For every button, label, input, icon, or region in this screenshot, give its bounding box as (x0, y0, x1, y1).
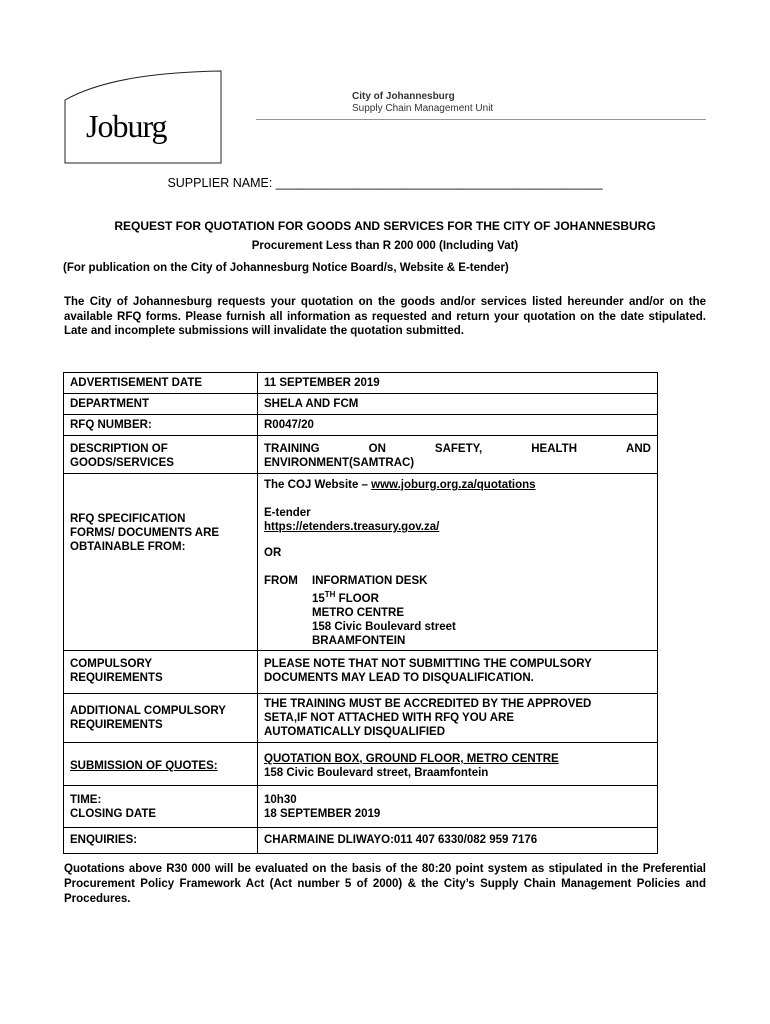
description-line (264, 442, 651, 456)
additional-label-line: REQUIREMENTS (70, 718, 163, 731)
compulsory-label-line: COMPULSORY (70, 657, 152, 670)
description-label-line: GOODS/SERVICES (70, 457, 174, 469)
desc-word: TRAINING (264, 443, 320, 455)
closing-value (258, 785, 658, 827)
table-row (64, 436, 658, 474)
closing-value-line: 18 SEPTEMBER 2019 (264, 807, 381, 820)
joburg-logo: Joburg (86, 108, 167, 144)
rfq-number-value: R0047/20 (258, 415, 658, 436)
address-line: INFORMATION DESK (312, 575, 428, 587)
publication-note: (For publication on the City of Johannesburg Notice Board/s, Website & E-tender) (63, 262, 509, 274)
coj-website-prefix: The COJ Website – (264, 479, 372, 491)
table-row (64, 827, 658, 853)
closing-label-line: TIME: (70, 793, 102, 806)
compulsory-label (64, 650, 258, 693)
table-row (64, 785, 658, 827)
compulsory-value-line: PLEASE NOTE THAT NOT SUBMITTING THE COMPULSORY (264, 657, 592, 670)
specification-value (258, 474, 658, 651)
compulsory-value (258, 650, 658, 693)
compulsory-label-line: REQUIREMENTS (70, 671, 163, 684)
from-address (264, 574, 651, 648)
additional-label (64, 693, 258, 742)
address-block (312, 574, 456, 648)
additional-value-line: SETA,IF NOT ATTACHED WITH RFQ YOU ARE (264, 711, 515, 724)
unit-name: Supply Chain Management Unit (352, 103, 494, 114)
advert-label: ADVERTISEMENT DATE (64, 373, 258, 394)
description-label (64, 436, 258, 474)
table-row (64, 650, 658, 693)
or-label: OR (264, 547, 282, 559)
desc-word: SAFETY, (434, 443, 483, 455)
floor-number: 15 (312, 592, 325, 605)
closing-value-line: 10h30 (264, 793, 297, 806)
advert-value: 11 SEPTEMBER 2019 (258, 373, 658, 394)
document-title: REQUEST FOR QUOTATION FOR GOODS AND SERVICES FOR THE CITY OF JOHANNESBURG (114, 219, 656, 233)
table-row (64, 394, 658, 415)
additional-value (258, 693, 658, 742)
supplier-name-line: SUPPLIER NAME: _______________________________________________ (167, 176, 603, 190)
address-line: BRAAMFONTEIN (312, 634, 406, 647)
submission-label (64, 742, 258, 785)
evaluation-note: Quotations above R30 000 will be evaluated on the basis of the 80:20 point system as stipulated in the Preferential Procurement Policy Framework Act (Act number 5 of 2000) & the City’s Supply Chain Management Policies and Procedures. (64, 863, 706, 905)
from-label: FROM (264, 575, 298, 587)
address-line: 158 Civic Boulevard street (312, 620, 456, 633)
submission-label-text: SUBMISSION OF QUOTES: (70, 759, 218, 772)
floor-label: FLOOR (335, 592, 379, 605)
spec-label-line: OBTAINABLE FROM: (70, 541, 186, 553)
etender-link[interactable]: https://etenders.treasury.gov.za/ (264, 521, 440, 533)
enquiries-label: ENQUIRIES: (64, 827, 258, 853)
submission-value-line: QUOTATION BOX, GROUND FLOOR, METRO CENTRE (264, 752, 559, 765)
desc-word: ON (368, 443, 386, 455)
spec-label-line: FORMS/ DOCUMENTS ARE (70, 527, 220, 539)
coj-website-line (264, 478, 651, 492)
description-line: ENVIRONMENT(SAMTRAC) (264, 457, 415, 469)
rfq-details-table (63, 372, 658, 854)
rfq-number-label: RFQ NUMBER: (64, 415, 258, 436)
table-row (64, 415, 658, 436)
address-line: METRO CENTRE (312, 606, 404, 619)
desc-word: HEALTH (531, 443, 578, 455)
table-row (64, 742, 658, 785)
header-divider (256, 119, 706, 120)
specification-label (64, 474, 258, 651)
table-row (64, 693, 658, 742)
address-line (312, 588, 456, 606)
additional-value-line: AUTOMATICALLY DISQUALIFIED (264, 725, 446, 738)
submission-value-line: 158 Civic Boulevard street, Braamfontein (264, 766, 489, 779)
description-label-line: DESCRIPTION OF (70, 443, 168, 455)
org-name: City of Johannesburg (352, 91, 455, 102)
document-subtitle: Procurement Less than R 200 000 (Including Vat) (251, 240, 519, 252)
closing-label (64, 785, 258, 827)
desc-word: AND (626, 443, 651, 455)
description-value (258, 436, 658, 474)
additional-label-line: ADDITIONAL COMPULSORY (70, 704, 226, 717)
spec-label-line: RFQ SPECIFICATION (70, 513, 186, 525)
closing-label-line: CLOSING DATE (70, 807, 157, 820)
enquiries-value: CHARMAINE DLIWAYO:011 407 6330/082 959 7176 (258, 827, 658, 853)
coj-website-link[interactable]: www.joburg.org.za/quotations (371, 479, 536, 491)
dept-value: SHELA AND FCM (258, 394, 658, 415)
compulsory-value-line: DOCUMENTS MAY LEAD TO DISQUALIFICATION. (264, 671, 534, 684)
table-row (64, 373, 658, 394)
etender-label: E-tender (264, 507, 311, 519)
dept-label: DEPARTMENT (64, 394, 258, 415)
table-row (64, 474, 658, 651)
additional-value-line: THE TRAINING MUST BE ACCREDITED BY THE APPROVED (264, 697, 592, 710)
submission-value (258, 742, 658, 785)
floor-suffix: TH (324, 590, 336, 599)
intro-paragraph: The City of Johannesburg requests your quotation on the goods and/or services listed hereunder and/or on the available RFQ forms. Please furnish all information as requested and return your quotation on the date stipulated. Late and incomplete submissions will invalidate the quotation submitted. (64, 296, 706, 337)
